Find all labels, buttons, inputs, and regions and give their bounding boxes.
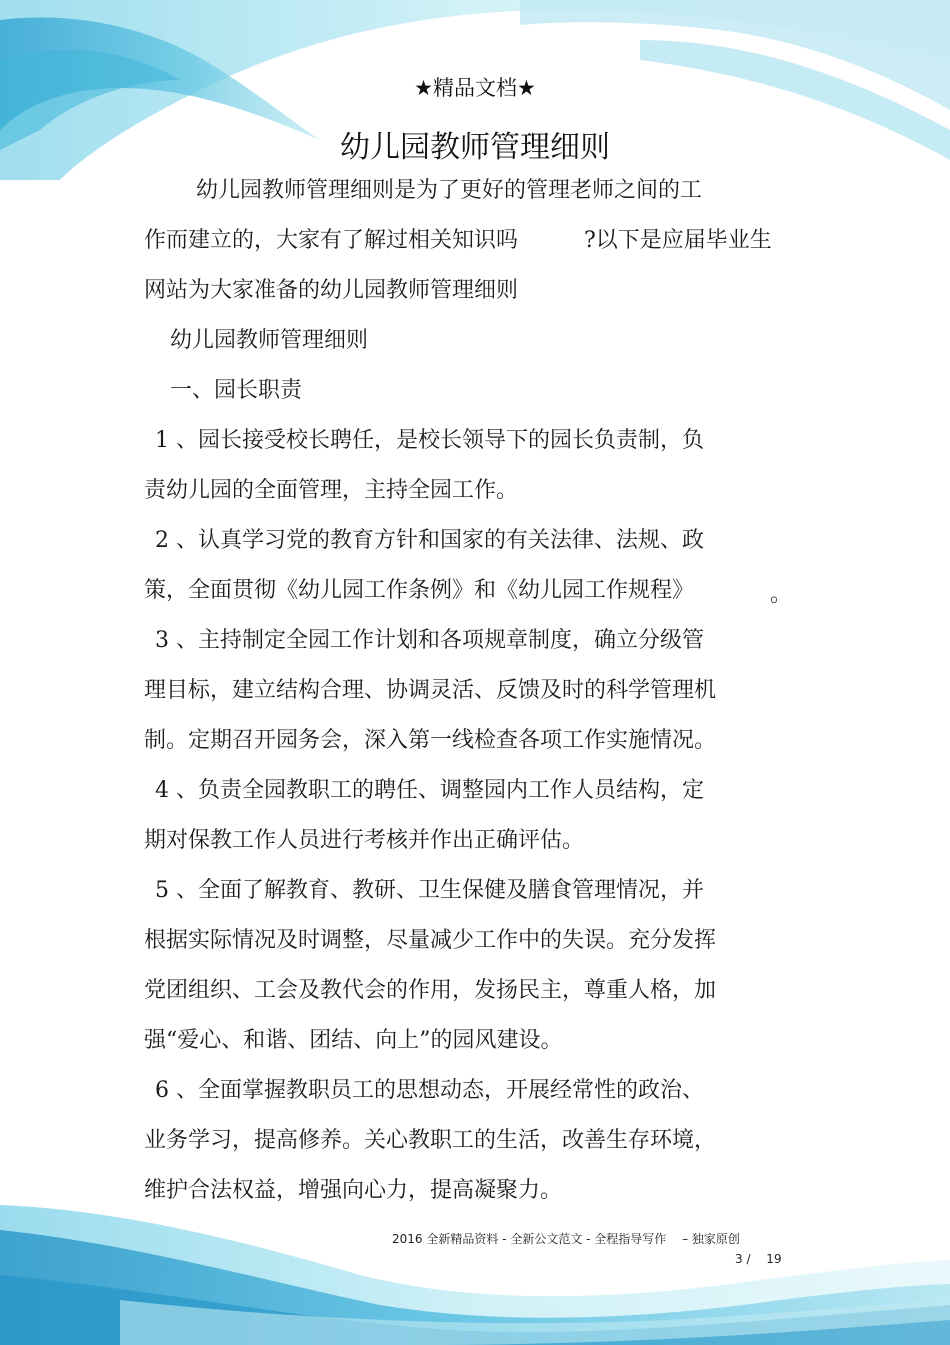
paragraph-line: 强“爱心、和谐、团结、向上”的园风建设。 xyxy=(144,1028,563,1053)
trailing-period: 。 xyxy=(770,582,793,607)
paragraph-line: 幼儿园教师管理细则是为了更好的管理老师之间的工 xyxy=(196,178,703,203)
paragraph-line: 6 、全面掌握教职员工的思想动态，开展经常性的政治、 xyxy=(155,1078,704,1103)
paragraph-line: 1 、园长接受校长聘任，是校长领导下的园长负责制，负 xyxy=(155,428,704,453)
paragraph-line: 3 、主持制定全园工作计划和各项规章制度，确立分级管 xyxy=(155,628,704,653)
paragraph-line: 策，全面贯彻《幼儿园工作条例》和《幼儿园工作规程》 xyxy=(144,578,695,603)
section-heading: 一、园长职责 xyxy=(170,378,303,403)
paragraph-line: 网站为大家准备的幼儿园教师管理细则 xyxy=(144,278,519,303)
paragraph-line: 责幼儿园的全面管理，主持全园工作。 xyxy=(144,478,519,503)
page-number: 3 / 19 xyxy=(735,1252,782,1266)
paragraph-line: 业务学习，提高修养。关心教职工的生活，改善生存环境， xyxy=(144,1128,717,1153)
document-title: 幼儿园教师管理细则 xyxy=(340,130,610,165)
paragraph-line: 作而建立的，大家有了解过相关知识吗 ?以下是应届毕业生 xyxy=(144,228,772,253)
paragraph-line: 党团组织、工会及教代会的作用，发扬民主，尊重人格，加 xyxy=(144,978,717,1003)
paragraph-line: 制。定期召开园务会，深入第一线检查各项工作实施情况。 xyxy=(144,728,717,753)
paragraph-line: 理目标，建立结构合理、协调灵活、反馈及时的科学管理机 xyxy=(144,678,717,703)
paragraph-line: 根据实际情况及时调整，尽量减少工作中的失误。充分发挥 xyxy=(144,928,717,953)
banner-text: ★精品文档★ xyxy=(414,76,536,100)
paragraph-line: 5 、全面了解教育、教研、卫生保健及膳食管理情况，并 xyxy=(155,878,704,903)
paragraph-line: 期对保教工作人员进行考核并作出正确评估。 xyxy=(144,828,585,853)
section-heading: 幼儿园教师管理细则 xyxy=(170,328,369,353)
paragraph-line: 2 、认真学习党的教育方针和国家的有关法律、法规、政 xyxy=(155,528,704,553)
footer-text: 2016 全新精品资料 - 全新公文范文 - 全程指导写作 – 独家原创 xyxy=(392,1232,740,1246)
paragraph-line: 4 、负责全园教职工的聘任、调整园内工作人员结构，定 xyxy=(155,778,704,803)
paragraph-line: 维护合法权益，增强向心力，提高凝聚力。 xyxy=(144,1178,563,1203)
